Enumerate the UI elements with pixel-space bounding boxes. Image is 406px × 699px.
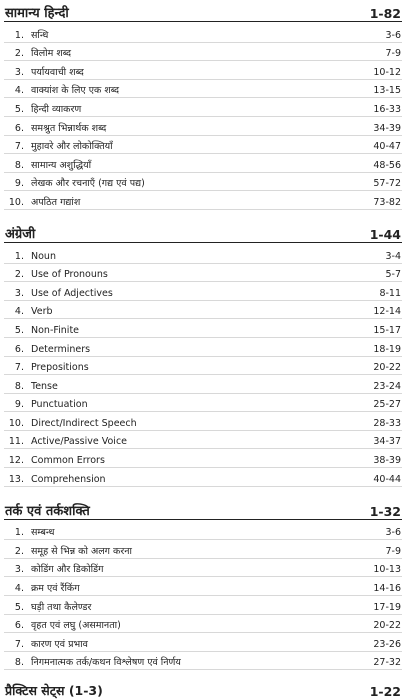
section-header <box>4 500 402 520</box>
list-item <box>4 559 402 578</box>
item-label: Verb <box>31 306 53 318</box>
list-item <box>4 540 402 559</box>
item-pages: 38-39 <box>373 455 401 467</box>
item-label: सामान्य अशुद्धियाँ <box>31 159 92 171</box>
list-item <box>4 136 402 155</box>
item-label: विलोम शब्द <box>31 48 72 60</box>
item-number: 4. <box>14 306 24 318</box>
item-label: हिन्दी व्याकरण <box>31 103 82 115</box>
item-label: कोडिंग और डिकोडिंग <box>31 564 104 576</box>
section-title: तर्क एवं तर्कशक्ति <box>5 503 90 519</box>
list-item <box>4 80 402 99</box>
item-pages: 16-33 <box>373 103 401 115</box>
list-item <box>4 596 402 615</box>
item-number: 5. <box>14 601 24 613</box>
section-reasoning <box>4 500 402 671</box>
item-label: Use of Pronouns <box>31 269 108 281</box>
item-number: 2. <box>14 48 24 60</box>
item-number: 9. <box>14 178 24 190</box>
list-item <box>4 191 402 210</box>
item-label: लेखक और रचनाएँ (गद्य एवं पद्य) <box>31 178 145 190</box>
section-english <box>4 223 402 487</box>
item-label: सम्बन्ध <box>31 527 55 539</box>
item-pages: 3-6 <box>385 527 401 539</box>
item-number: 10. <box>8 196 24 208</box>
item-number: 7. <box>14 141 24 153</box>
item-pages: 20-22 <box>373 620 401 632</box>
item-label: Determiners <box>31 343 91 355</box>
item-pages: 7-9 <box>385 48 401 60</box>
list-item <box>4 633 402 652</box>
list-item <box>4 431 402 450</box>
item-number: 6. <box>14 620 24 632</box>
item-label: निगमनात्मक तर्क/कथन विश्लेषण एवं निर्णय <box>31 657 181 669</box>
item-number: 12. <box>8 455 24 467</box>
item-label: वाक्यांश के लिए एक शब्द <box>31 85 120 97</box>
item-pages: 18-19 <box>373 343 401 355</box>
item-number: 5. <box>14 324 24 336</box>
item-number: 2. <box>14 545 24 557</box>
item-pages: 40-44 <box>373 473 401 485</box>
item-label: Comprehension <box>31 473 106 485</box>
item-label: Common Errors <box>31 455 105 467</box>
item-pages: 40-47 <box>373 141 401 153</box>
list-item <box>4 319 402 338</box>
section-header <box>4 223 402 243</box>
item-number: 1. <box>14 29 24 41</box>
item-pages: 23-24 <box>373 380 401 392</box>
item-pages: 10-12 <box>373 66 401 78</box>
item-number: 5. <box>14 103 24 115</box>
item-pages: 15-17 <box>373 324 401 336</box>
item-pages: 34-39 <box>373 122 401 134</box>
item-label: Active/Passive Voice <box>31 436 128 448</box>
item-label: अपठित गद्यांश <box>31 196 81 208</box>
item-number: 3. <box>14 287 24 299</box>
item-number: 6. <box>14 122 24 134</box>
item-pages: 12-14 <box>373 306 401 318</box>
practice-sets-range: 1-22 <box>369 684 401 699</box>
item-number: 7. <box>14 362 24 374</box>
item-label: Direct/Indirect Speech <box>31 417 137 429</box>
list-item <box>4 173 402 192</box>
item-pages: 34-37 <box>373 436 401 448</box>
item-number: 2. <box>14 269 24 281</box>
section-range: 1-32 <box>369 503 401 519</box>
section-hindi <box>4 2 402 210</box>
item-label: मुहावरे और लोकोक्तियाँ <box>31 141 113 153</box>
item-pages: 7-9 <box>385 545 401 557</box>
item-number: 8. <box>14 380 24 392</box>
list-item <box>4 522 402 541</box>
list-item <box>4 24 402 43</box>
list-item <box>4 61 402 80</box>
item-label: Prepositions <box>31 362 89 374</box>
item-number: 13. <box>8 473 24 485</box>
item-pages: 23-26 <box>373 638 401 650</box>
list-item <box>4 615 402 634</box>
list-item <box>4 245 402 264</box>
item-label: Punctuation <box>31 399 88 411</box>
item-pages: 28-33 <box>373 417 401 429</box>
item-label: Use of Adjectives <box>31 287 113 299</box>
list-item <box>4 301 402 320</box>
list-item <box>4 449 402 468</box>
item-label: Non-Finite <box>31 324 80 336</box>
item-number: 9. <box>14 399 24 411</box>
section-title: अंग्रेजी <box>5 226 36 242</box>
list-item <box>4 357 402 376</box>
section-range: 1-82 <box>369 6 401 21</box>
item-number: 3. <box>14 66 24 78</box>
item-pages: 14-16 <box>373 583 401 595</box>
list-item <box>4 412 402 431</box>
item-pages: 5-7 <box>385 269 401 281</box>
item-label: समश्रुत भिन्नार्थक शब्द <box>31 122 107 134</box>
item-number: 8. <box>14 159 24 171</box>
item-label: Tense <box>31 380 58 392</box>
item-pages: 48-56 <box>373 159 401 171</box>
list-item <box>4 577 402 596</box>
item-number: 1. <box>14 250 24 262</box>
item-pages: 17-19 <box>373 601 401 613</box>
section-title: सामान्य हिन्दी <box>5 6 69 21</box>
item-label: Noun <box>31 250 56 262</box>
item-pages: 20-22 <box>373 362 401 374</box>
item-number: 1. <box>14 527 24 539</box>
item-pages: 27-32 <box>373 657 401 669</box>
item-number: 11. <box>8 436 24 448</box>
item-pages: 8-11 <box>379 287 401 299</box>
item-pages: 57-72 <box>373 178 401 190</box>
practice-sets-row <box>4 680 402 699</box>
list-item <box>4 375 402 394</box>
item-label: कारण एवं प्रभाव <box>31 638 88 650</box>
list-item <box>4 282 402 301</box>
item-pages: 10-13 <box>373 564 401 576</box>
item-number: 3. <box>14 564 24 576</box>
list-item <box>4 652 402 671</box>
item-label: वृहत एवं लघु (असमानता) <box>31 620 121 632</box>
section-header <box>4 2 402 22</box>
item-label: क्रम एवं रैंकिंग <box>31 583 80 595</box>
list-item <box>4 264 402 283</box>
list-item <box>4 154 402 173</box>
item-number: 4. <box>14 583 24 595</box>
list-item <box>4 98 402 117</box>
item-number: 7. <box>14 638 24 650</box>
list-item <box>4 468 402 487</box>
list-item <box>4 338 402 357</box>
list-item <box>4 394 402 413</box>
item-pages: 73-82 <box>373 196 401 208</box>
item-number: 10. <box>8 417 24 429</box>
item-pages: 3-6 <box>385 29 401 41</box>
item-number: 4. <box>14 85 24 97</box>
item-pages: 3-4 <box>385 250 401 262</box>
list-item <box>4 117 402 136</box>
item-pages: 13-15 <box>373 85 401 97</box>
item-pages: 25-27 <box>373 399 401 411</box>
item-number: 6. <box>14 343 24 355</box>
list-item <box>4 43 402 62</box>
section-range: 1-44 <box>369 226 401 242</box>
item-number: 8. <box>14 657 24 669</box>
item-label: घड़ी तथा कैलेण्डर <box>31 601 92 613</box>
item-label: सन्धि <box>31 29 49 41</box>
item-label: पर्यायवाची शब्द <box>31 66 84 78</box>
practice-sets-title: प्रैक्टिस सेट्स (1-3) <box>5 683 103 699</box>
item-label: समूह से भिन्न को अलग करना <box>31 545 132 557</box>
